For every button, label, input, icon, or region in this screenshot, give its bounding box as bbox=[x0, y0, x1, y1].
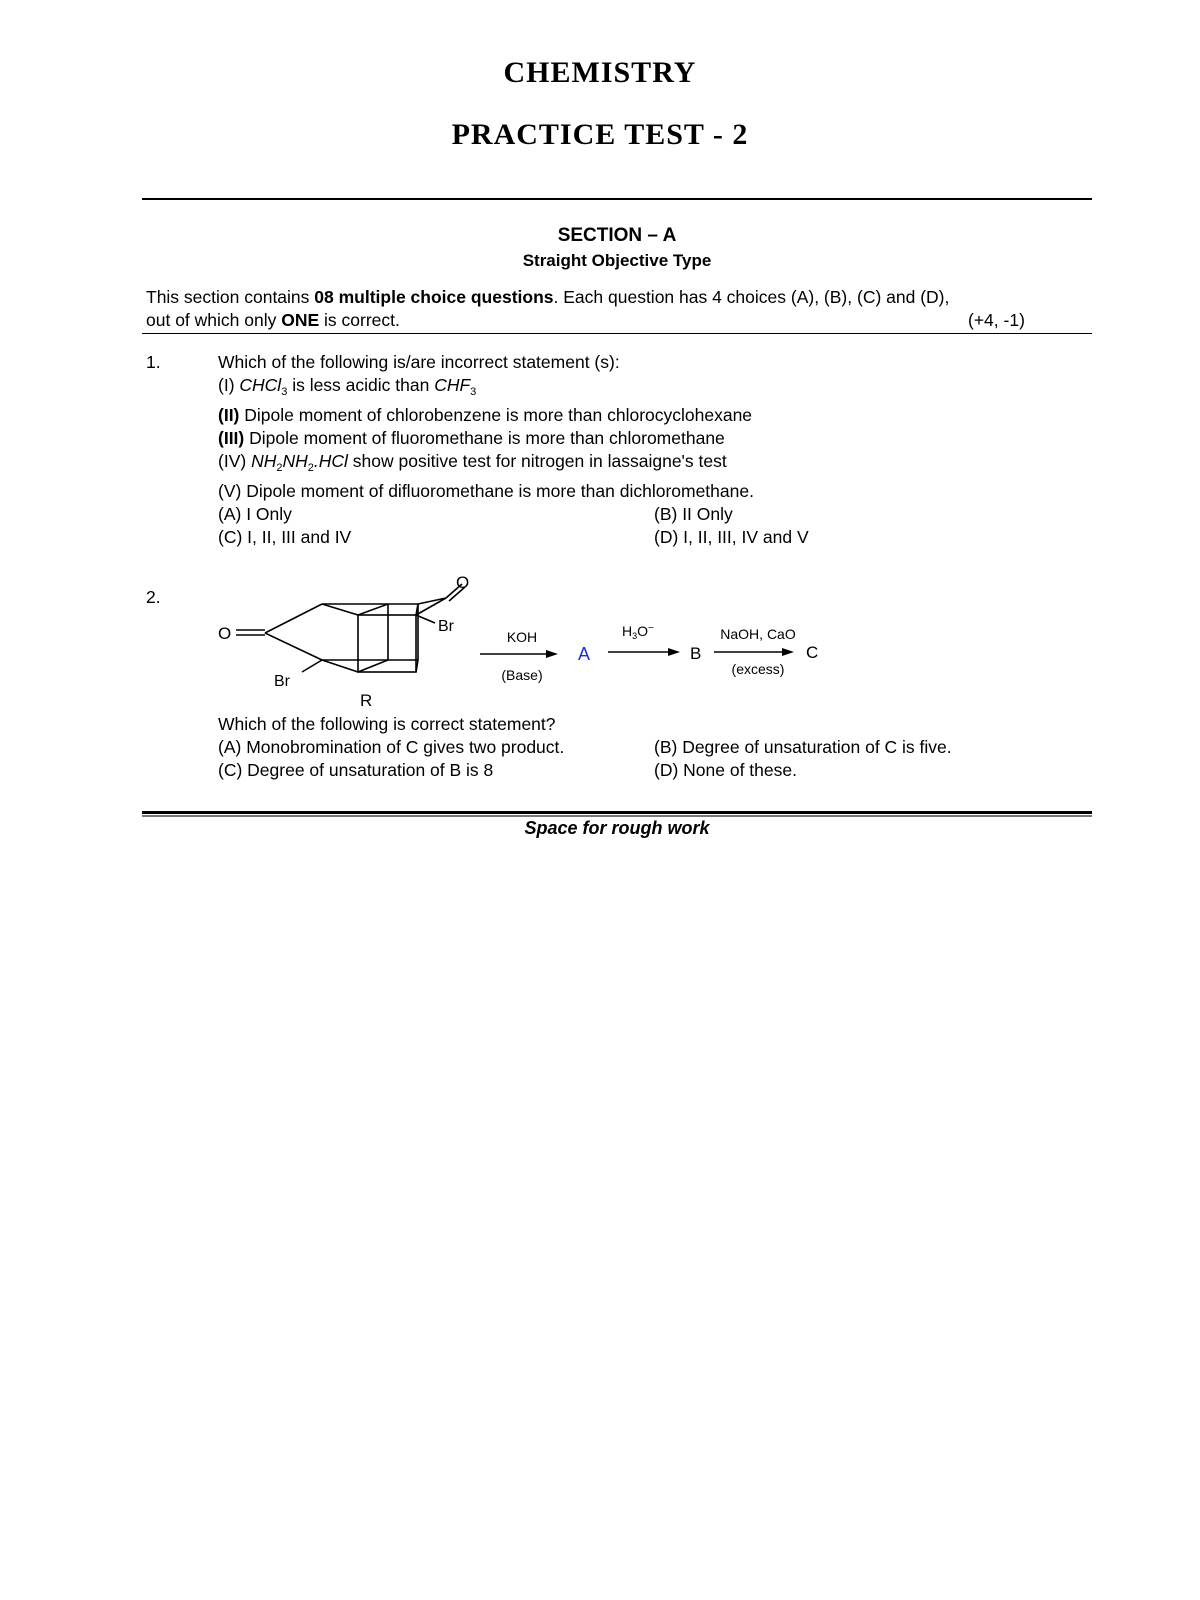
bromine-right-label: Br bbox=[438, 618, 454, 635]
product-c: C bbox=[806, 643, 819, 662]
reaction-arrow-3 bbox=[714, 648, 794, 656]
oxygen-top-label: O bbox=[456, 573, 470, 592]
bromine-left-label: Br bbox=[274, 673, 290, 690]
header-divider bbox=[142, 198, 1092, 200]
reaction-scheme-diagram bbox=[210, 572, 850, 712]
oxygen-left-label: O bbox=[218, 624, 232, 643]
question-1-option-d: (D) I, II, III, IV and V bbox=[654, 527, 809, 547]
bond bbox=[416, 615, 435, 623]
reagent-koh: KOH bbox=[506, 629, 538, 645]
question-number-2: 2. bbox=[146, 587, 161, 607]
bond bbox=[322, 604, 358, 615]
question-1-statement-3: (III) Dipole moment of fluoromethane is more than chloromethane bbox=[218, 428, 725, 448]
rough-work-label: Space for rough work bbox=[524, 818, 710, 838]
product-a: A bbox=[578, 644, 591, 664]
section-type: Straight Objective Type bbox=[522, 251, 712, 270]
cube-front-face bbox=[358, 615, 416, 672]
instructions-divider bbox=[142, 333, 1092, 334]
footer-divider bbox=[142, 811, 1092, 814]
section-title: SECTION – A bbox=[557, 225, 677, 246]
question-1-option-a: (A) I Only bbox=[218, 504, 292, 524]
subject-title: CHEMISTRY bbox=[503, 56, 697, 89]
question-2-option-a: (A) Monobromination of C gives two product. bbox=[218, 737, 565, 757]
bond bbox=[265, 633, 322, 660]
question-1-option-c: (C) I, II, III and IV bbox=[218, 527, 352, 547]
question-1-stem: Which of the following is/are incorrect statement (s): bbox=[218, 352, 620, 372]
bond bbox=[358, 660, 388, 672]
bond bbox=[322, 660, 358, 672]
question-2-option-d: (D) None of these. bbox=[654, 760, 797, 780]
reaction-arrow-1 bbox=[480, 650, 558, 658]
compound-r-label: R bbox=[360, 691, 373, 710]
question-number-1: 1. bbox=[146, 352, 161, 372]
question-1-statement-5: (V) Dipole moment of difluoromethane is more than dichloromethane. bbox=[218, 481, 754, 501]
condition-base: (Base) bbox=[501, 667, 543, 683]
question-2-stem: Which of the following is correct statement? bbox=[218, 714, 556, 734]
question-1-statement-4: (IV) $NH_2NH_2.HCl$ show positive test for nitrogen in lassaigne's test bbox=[218, 451, 727, 474]
bond bbox=[302, 660, 322, 672]
marking-scheme: (+4, -1) bbox=[968, 310, 1025, 330]
condition-excess: (excess) bbox=[731, 661, 785, 677]
bond bbox=[265, 604, 322, 633]
question-2-option-c: (C) Degree of unsaturation of B is 8 bbox=[218, 760, 494, 780]
section-instructions-line2: out of which only ONE is correct. bbox=[146, 310, 400, 330]
question-1-option-b: (B) II Only bbox=[654, 504, 733, 524]
bond bbox=[358, 604, 388, 615]
question-2-option-b: (B) Degree of unsaturation of C is five. bbox=[654, 737, 952, 757]
reaction-arrow-2 bbox=[608, 648, 680, 656]
question-1-statement-2: (II) Dipole moment of chlorobenzene is more than chlorocyclohexane bbox=[218, 405, 753, 425]
question-1-statement-1: (I) CHCl$_3$ is less acidic than $CHF_3$ bbox=[218, 375, 477, 398]
cubane-structure bbox=[236, 584, 465, 672]
reagent-naoh-cao: NaOH, CaO bbox=[720, 626, 796, 642]
section-instructions-line1: This section contains 08 multiple choice questions. Each question has 4 choices (A), (B), (C) and (D), bbox=[146, 287, 950, 307]
footer-divider-shadow bbox=[142, 815, 1092, 817]
reagent-hydronium: $H_3O^-$ bbox=[622, 623, 654, 641]
product-b: B bbox=[690, 644, 702, 663]
test-title: PRACTICE TEST - 2 bbox=[451, 118, 749, 151]
